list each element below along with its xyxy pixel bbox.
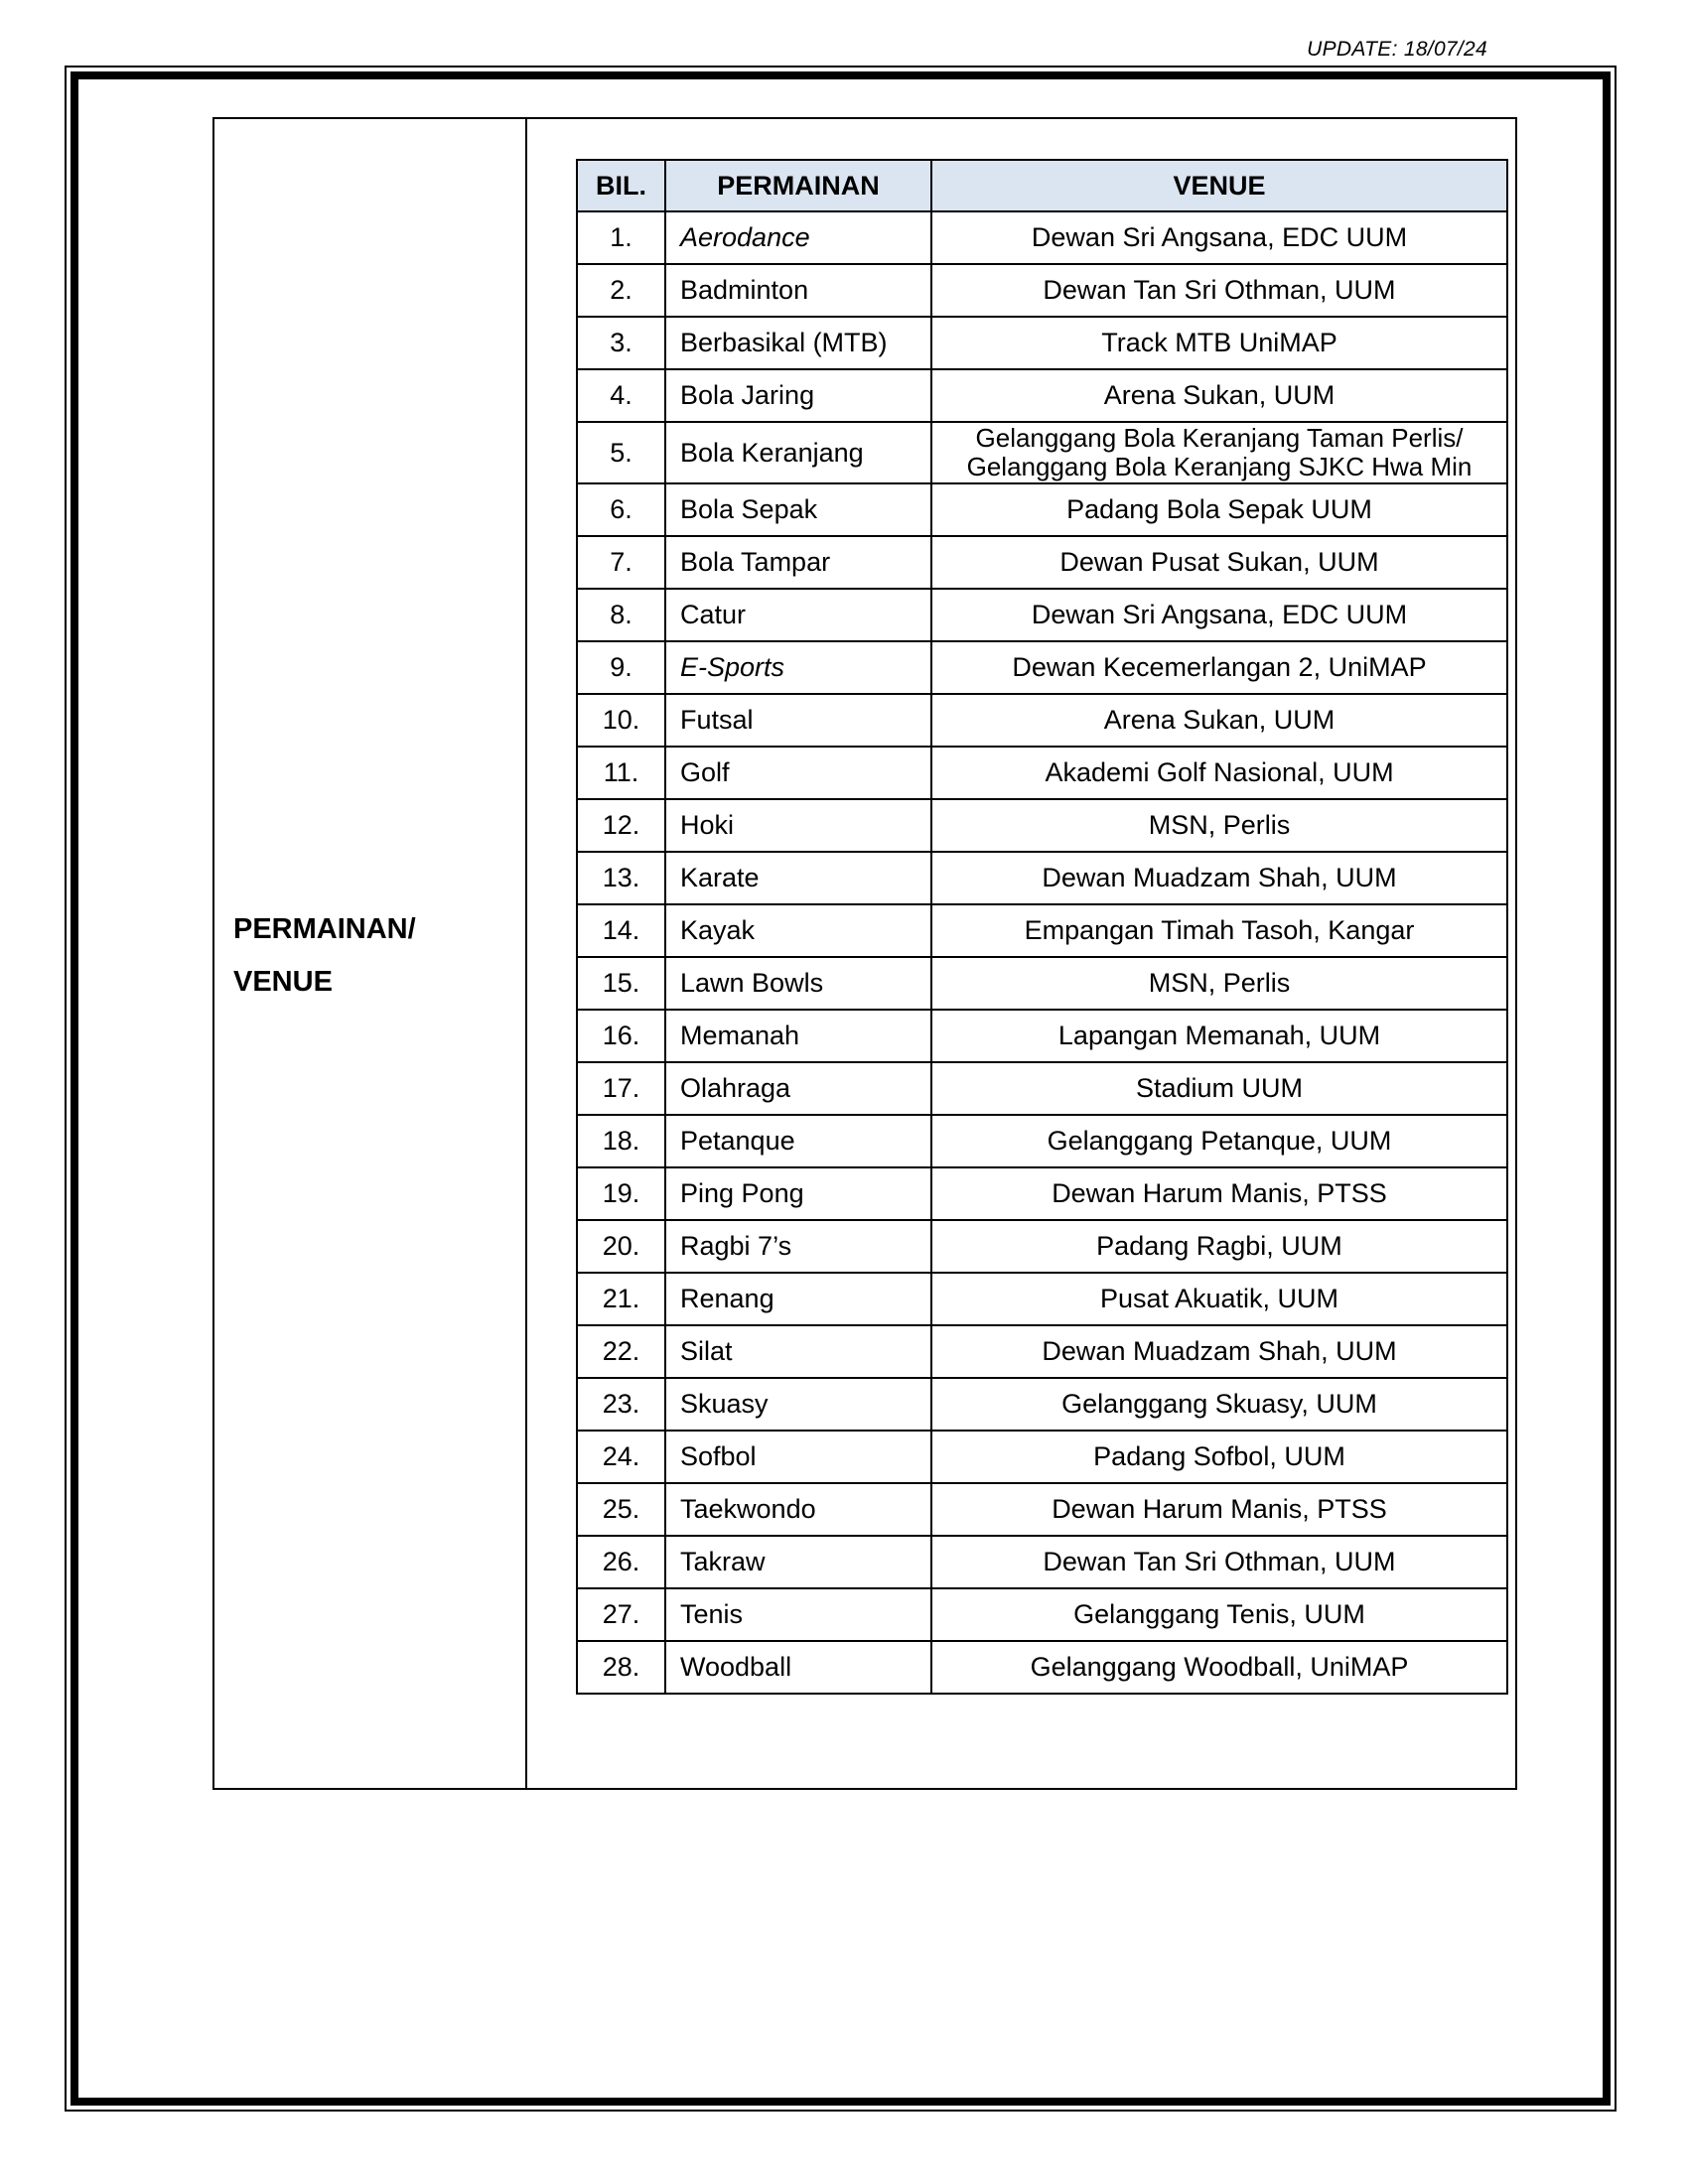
- cell-venue: Dewan Pusat Sukan, UUM: [931, 536, 1507, 589]
- cell-permainan: Memanah: [665, 1010, 931, 1062]
- cell-permainan: Silat: [665, 1325, 931, 1378]
- table-row: [577, 483, 1507, 536]
- table-row: [577, 694, 1507, 747]
- cell-venue: Dewan Muadzam Shah, UUM: [931, 852, 1507, 904]
- cell-permainan: Bola Keranjang: [665, 422, 931, 483]
- cell-bil: 22.: [577, 1325, 665, 1378]
- cell-venue: Pusat Akuatik, UUM: [931, 1273, 1507, 1325]
- column-header-bil: BIL.: [577, 160, 665, 211]
- cell-bil: 14.: [577, 904, 665, 957]
- cell-permainan: Futsal: [665, 694, 931, 747]
- table-row: [577, 1220, 1507, 1273]
- cell-permainan: Tenis: [665, 1588, 931, 1641]
- cell-venue: Dewan Tan Sri Othman, UUM: [931, 264, 1507, 317]
- cell-permainan: E-Sports: [665, 641, 931, 694]
- table-row: [577, 641, 1507, 694]
- cell-bil: 11.: [577, 747, 665, 799]
- table-row: [577, 317, 1507, 369]
- cell-bil: 12.: [577, 799, 665, 852]
- cell-bil: 26.: [577, 1536, 665, 1588]
- table-row: [577, 422, 1507, 483]
- cell-permainan: Lawn Bowls: [665, 957, 931, 1010]
- cell-venue: Gelanggang Petanque, UUM: [931, 1115, 1507, 1167]
- cell-permainan: Berbasikal (MTB): [665, 317, 931, 369]
- section-label: [233, 903, 416, 1009]
- venue-table: [576, 159, 1508, 1695]
- cell-bil: 9.: [577, 641, 665, 694]
- cell-venue: Dewan Sri Angsana, EDC UUM: [931, 211, 1507, 264]
- cell-permainan: Ping Pong: [665, 1167, 931, 1220]
- cell-bil: 18.: [577, 1115, 665, 1167]
- cell-venue: Dewan Muadzam Shah, UUM: [931, 1325, 1507, 1378]
- cell-bil: 21.: [577, 1273, 665, 1325]
- cell-venue-line2: Gelanggang Bola Keranjang SJKC Hwa Min: [966, 452, 1473, 481]
- cell-permainan: Bola Tampar: [665, 536, 931, 589]
- cell-bil: 27.: [577, 1588, 665, 1641]
- cell-venue: Lapangan Memanah, UUM: [931, 1010, 1507, 1062]
- cell-permainan: Bola Sepak: [665, 483, 931, 536]
- cell-bil: 20.: [577, 1220, 665, 1273]
- cell-permainan: Olahraga: [665, 1062, 931, 1115]
- cell-bil: 8.: [577, 589, 665, 641]
- cell-permainan: Takraw: [665, 1536, 931, 1588]
- cell-venue: Empangan Timah Tasoh, Kangar: [931, 904, 1507, 957]
- cell-venue: Stadium UUM: [931, 1062, 1507, 1115]
- cell-venue: Dewan Harum Manis, PTSS: [931, 1483, 1507, 1536]
- update-date: UPDATE: 18/07/24: [1307, 38, 1487, 61]
- cell-venue: Padang Sofbol, UUM: [931, 1431, 1507, 1483]
- table-row: [577, 264, 1507, 317]
- cell-venue: Dewan Sri Angsana, EDC UUM: [931, 589, 1507, 641]
- table-row: [577, 852, 1507, 904]
- cell-bil: 24.: [577, 1431, 665, 1483]
- table-row: [577, 957, 1507, 1010]
- table-row: [577, 1431, 1507, 1483]
- table-row: [577, 1536, 1507, 1588]
- cell-permainan: Bola Jaring: [665, 369, 931, 422]
- table-row: [577, 1641, 1507, 1694]
- cell-bil: 3.: [577, 317, 665, 369]
- cell-venue-line1: Gelanggang Bola Keranjang Taman Perlis/: [975, 423, 1464, 453]
- cell-venue: [931, 422, 1507, 483]
- section-divider: [525, 119, 527, 1788]
- cell-bil: 5.: [577, 422, 665, 483]
- table-row: [577, 1378, 1507, 1431]
- cell-permainan: Catur: [665, 589, 931, 641]
- cell-bil: 2.: [577, 264, 665, 317]
- table-row: [577, 1167, 1507, 1220]
- table-row: [577, 1062, 1507, 1115]
- cell-venue: MSN, Perlis: [931, 957, 1507, 1010]
- table-row: [577, 1588, 1507, 1641]
- cell-bil: 16.: [577, 1010, 665, 1062]
- cell-permainan: Kayak: [665, 904, 931, 957]
- cell-venue: Dewan Harum Manis, PTSS: [931, 1167, 1507, 1220]
- section-label-line2: VENUE: [233, 966, 333, 998]
- cell-bil: 13.: [577, 852, 665, 904]
- cell-permainan: Taekwondo: [665, 1483, 931, 1536]
- cell-bil: 4.: [577, 369, 665, 422]
- table-row: [577, 211, 1507, 264]
- cell-venue: Track MTB UniMAP: [931, 317, 1507, 369]
- cell-venue: Dewan Kecemerlangan 2, UniMAP: [931, 641, 1507, 694]
- cell-venue: MSN, Perlis: [931, 799, 1507, 852]
- table-row: [577, 1010, 1507, 1062]
- cell-venue: Gelanggang Woodball, UniMAP: [931, 1641, 1507, 1694]
- table-row: [577, 799, 1507, 852]
- table-row: [577, 747, 1507, 799]
- cell-bil: 23.: [577, 1378, 665, 1431]
- table-header-row: [577, 160, 1507, 211]
- table-row: [577, 904, 1507, 957]
- table-row: [577, 1273, 1507, 1325]
- cell-venue: Akademi Golf Nasional, UUM: [931, 747, 1507, 799]
- cell-permainan: Hoki: [665, 799, 931, 852]
- cell-permainan: Golf: [665, 747, 931, 799]
- table-row: [577, 1325, 1507, 1378]
- cell-permainan: Ragbi 7’s: [665, 1220, 931, 1273]
- cell-bil: 6.: [577, 483, 665, 536]
- cell-permainan: Renang: [665, 1273, 931, 1325]
- table-row: [577, 1483, 1507, 1536]
- cell-permainan: Woodball: [665, 1641, 931, 1694]
- cell-venue: Arena Sukan, UUM: [931, 369, 1507, 422]
- cell-venue: Gelanggang Tenis, UUM: [931, 1588, 1507, 1641]
- cell-permainan: Sofbol: [665, 1431, 931, 1483]
- cell-venue: Padang Bola Sepak UUM: [931, 483, 1507, 536]
- cell-venue: Padang Ragbi, UUM: [931, 1220, 1507, 1273]
- cell-venue: Gelanggang Skuasy, UUM: [931, 1378, 1507, 1431]
- table-row: [577, 536, 1507, 589]
- cell-bil: 19.: [577, 1167, 665, 1220]
- cell-permainan: Badminton: [665, 264, 931, 317]
- cell-permainan: Skuasy: [665, 1378, 931, 1431]
- cell-bil: 15.: [577, 957, 665, 1010]
- cell-bil: 25.: [577, 1483, 665, 1536]
- cell-permainan: Aerodance: [665, 211, 931, 264]
- cell-bil: 1.: [577, 211, 665, 264]
- column-header-permainan: PERMAINAN: [665, 160, 931, 211]
- column-header-venue: VENUE: [931, 160, 1507, 211]
- cell-bil: 28.: [577, 1641, 665, 1694]
- section-label-line1: PERMAINAN/: [233, 913, 416, 945]
- cell-bil: 17.: [577, 1062, 665, 1115]
- cell-venue: Arena Sukan, UUM: [931, 694, 1507, 747]
- table-row: [577, 369, 1507, 422]
- cell-bil: 7.: [577, 536, 665, 589]
- table-row: [577, 589, 1507, 641]
- cell-bil: 10.: [577, 694, 665, 747]
- cell-permainan: Karate: [665, 852, 931, 904]
- table-row: [577, 1115, 1507, 1167]
- cell-venue: Dewan Tan Sri Othman, UUM: [931, 1536, 1507, 1588]
- cell-permainan: Petanque: [665, 1115, 931, 1167]
